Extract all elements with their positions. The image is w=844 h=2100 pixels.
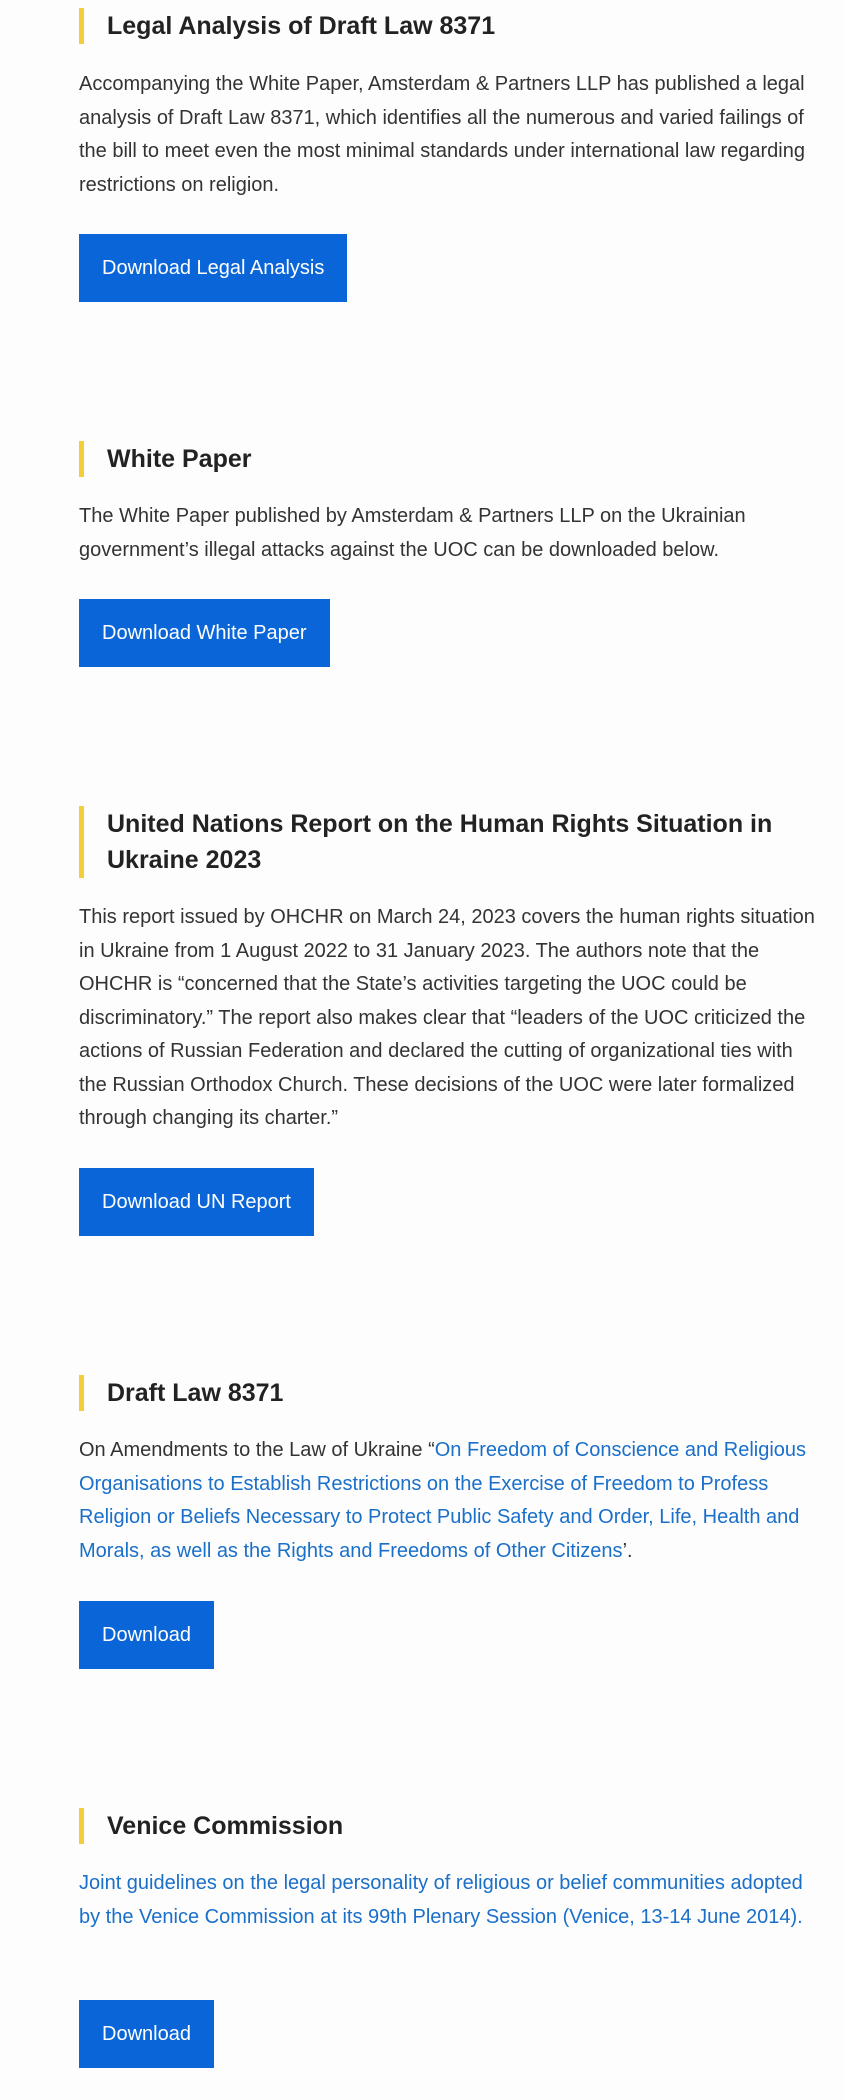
text-suffix: ’. (622, 1539, 633, 1562)
section-heading: Draft Law 8371 (79, 1375, 844, 1411)
section-heading: Legal Analysis of Draft Law 8371 (79, 8, 844, 44)
download-legal-analysis-button[interactable]: Download Legal Analysis (79, 234, 347, 302)
text-prefix: On Amendments to the Law of Ukraine “ (79, 1439, 435, 1461)
section-text (79, 1867, 819, 1934)
section-heading: White Paper (79, 441, 844, 477)
venice-guidelines-link[interactable]: Joint guidelines on the legal personality of religious or belief communities adopted by the Venice Commission at its 99th Plenary Session (Venice, 13-14 June 2014). (79, 1872, 803, 1928)
section-text (79, 1434, 819, 1568)
section-text: Accompanying the White Paper, Amsterdam & Partners LLP has published a legal analysis of Draft Law 8371, which identifies all the numerous and varied failings of the bill to meet even the most minimal standards under international law regarding restrictions on religion. (79, 73, 805, 196)
section-heading: United Nations Report on the Human Rights Situation in Ukraine 2023 (79, 806, 844, 878)
download-draft-law-button[interactable]: Download (79, 1601, 214, 1669)
draft-law-link[interactable]: On Freedom of Conscience and Religious Organisations to Establish Restrictions on the Exercise of Freedom to Profess Religion or Beliefs Necessary to Protect Public Safety and Order, Life, Health and Morals, as well as the Rights and Freedoms of Other Citizens (79, 1439, 807, 1562)
download-un-report-button[interactable]: Download UN Report (79, 1168, 314, 1236)
download-venice-button[interactable]: Download (79, 2000, 214, 2068)
section-heading: Venice Commission (79, 1808, 844, 1844)
section-text: This report issued by OHCHR on March 24, 2023 covers the human rights situation in Ukraine from 1 August 2022 to 31 January 2023. The authors note that the OHCHR is “concerned that the State’s activities targeting the UOC could be discriminatory.” The report also makes clear that “leaders of the UOC criticized the actions of Russian Federation and declared the cutting of organizational ties with the Russian Orthodox Church. These decisions of the UOC were later formalized through changing its charter.” (79, 906, 815, 1129)
download-white-paper-button[interactable]: Download White Paper (79, 599, 330, 667)
section-text: The White Paper published by Amsterdam & Partners LLP on the Ukrainian government’s illegal attacks against the UOC can be downloaded below. (79, 505, 746, 561)
